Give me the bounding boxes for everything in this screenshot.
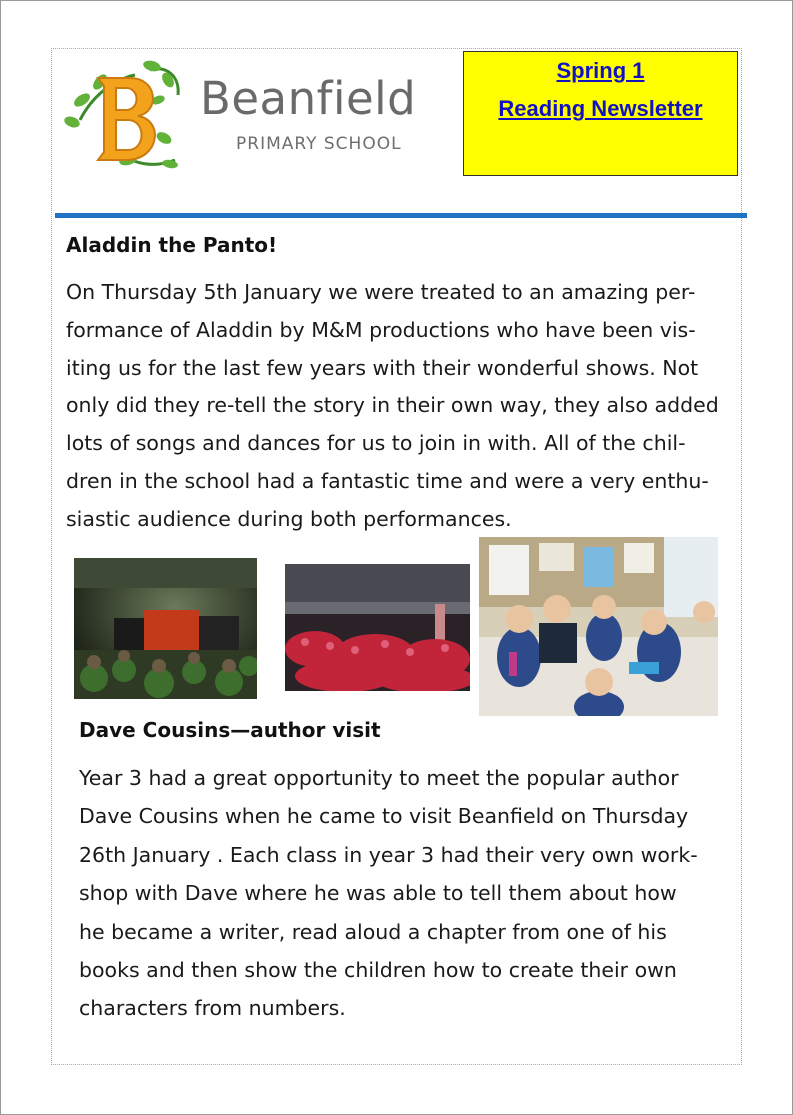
article-body-author-visit bbox=[79, 759, 729, 1028]
article-line: siastic audience during both performances. bbox=[66, 506, 512, 531]
article-heading-aladdin: Aladdin the Panto! bbox=[66, 233, 278, 257]
article-line: iting us for the last few years with their wonderful shows. Not bbox=[66, 355, 699, 380]
article-line: Year 3 had a great opportunity to meet the popular author bbox=[79, 766, 679, 790]
article-line: books and then show the children how to create their own bbox=[79, 958, 677, 983]
newsletter-title: Reading Newsletter bbox=[498, 96, 703, 121]
author-visit-photo bbox=[479, 537, 718, 716]
school-name: Beanfield bbox=[200, 72, 417, 125]
article-heading-author-visit: Dave Cousins—author visit bbox=[79, 718, 381, 742]
panto-stage-photo bbox=[74, 558, 257, 699]
article-line: characters from numbers. bbox=[79, 996, 346, 1021]
article-line: On Thursday 5th January we were treated to an amazing per- bbox=[66, 280, 696, 304]
newsletter-term: Spring 1 bbox=[556, 58, 645, 83]
article-line: only did they re-tell the story in their own way, they also added bbox=[66, 393, 719, 418]
article-line: dren in the school had a fantastic time and were a very enthu- bbox=[66, 468, 709, 493]
article-line: Dave Cousins when he came to visit Beanfield on Thursday bbox=[79, 804, 689, 829]
panto-audience-photo bbox=[285, 564, 470, 691]
header-divider bbox=[55, 213, 747, 218]
article-line: lots of songs and dances for us to join in with. All of the chil- bbox=[66, 431, 686, 456]
article-line: 26th January . Each class in year 3 had their very own work- bbox=[79, 842, 698, 867]
article-line: formance of Aladdin by M&M productions who have been vis- bbox=[66, 317, 696, 342]
article-line: he became a writer, read aloud a chapter from one of his bbox=[79, 919, 667, 944]
school-subtitle: PRIMARY SCHOOL bbox=[236, 134, 402, 154]
newsletter-title-box bbox=[463, 51, 738, 176]
article-line: shop with Dave where he was able to tell them about how bbox=[79, 881, 677, 906]
article-body-aladdin bbox=[66, 274, 732, 539]
